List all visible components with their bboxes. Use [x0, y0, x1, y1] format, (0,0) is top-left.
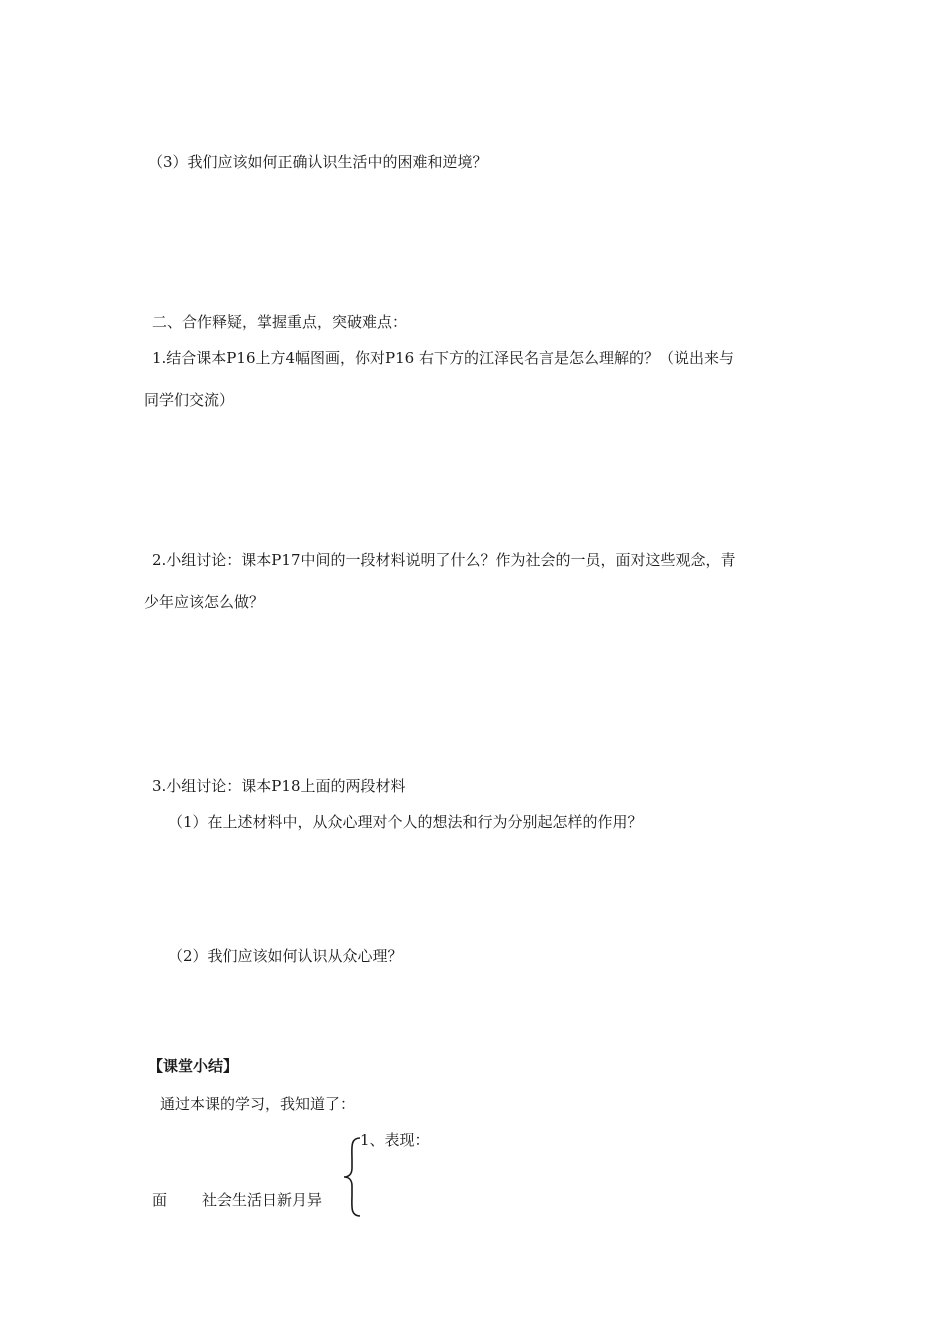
- question-1-line-2: 同学们交流）: [144, 391, 235, 409]
- question-1-line-1: 1.结合课本P16上方4幅图画，你对P16 右下方的江泽民名言是怎么理解的？（说出来与: [152, 349, 734, 367]
- section-2-heading: 二、合作释疑，掌握重点，突破难点：: [152, 313, 408, 331]
- curly-brace-icon: [340, 1136, 364, 1218]
- question-part1-3: （3）我们应该如何正确认识生活中的困难和逆境？: [148, 153, 488, 171]
- summary-point-1: 1、表现：: [360, 1131, 430, 1149]
- question-2-line-2: 少年应该怎么做？: [144, 593, 265, 611]
- summary-heading: 【课堂小结】: [148, 1057, 239, 1075]
- question-2-line-1: 2.小组讨论：课本P17中间的一段材料说明了什么？作为社会的一员，面对这些观念，青: [152, 551, 736, 569]
- question-3-sub-1: （1）在上述材料中，从众心理对个人的想法和行为分别起怎样的作用？: [168, 813, 643, 831]
- summary-intro: 通过本课的学习，我知道了：: [160, 1095, 356, 1113]
- question-3-title: 3.小组讨论：课本P18上面的两段材料: [152, 777, 406, 795]
- summary-topic: 社会生活日新月异: [202, 1191, 323, 1209]
- question-3-sub-2: （2）我们应该如何认识从众心理？: [168, 947, 403, 965]
- summary-left-label: 面: [152, 1191, 168, 1209]
